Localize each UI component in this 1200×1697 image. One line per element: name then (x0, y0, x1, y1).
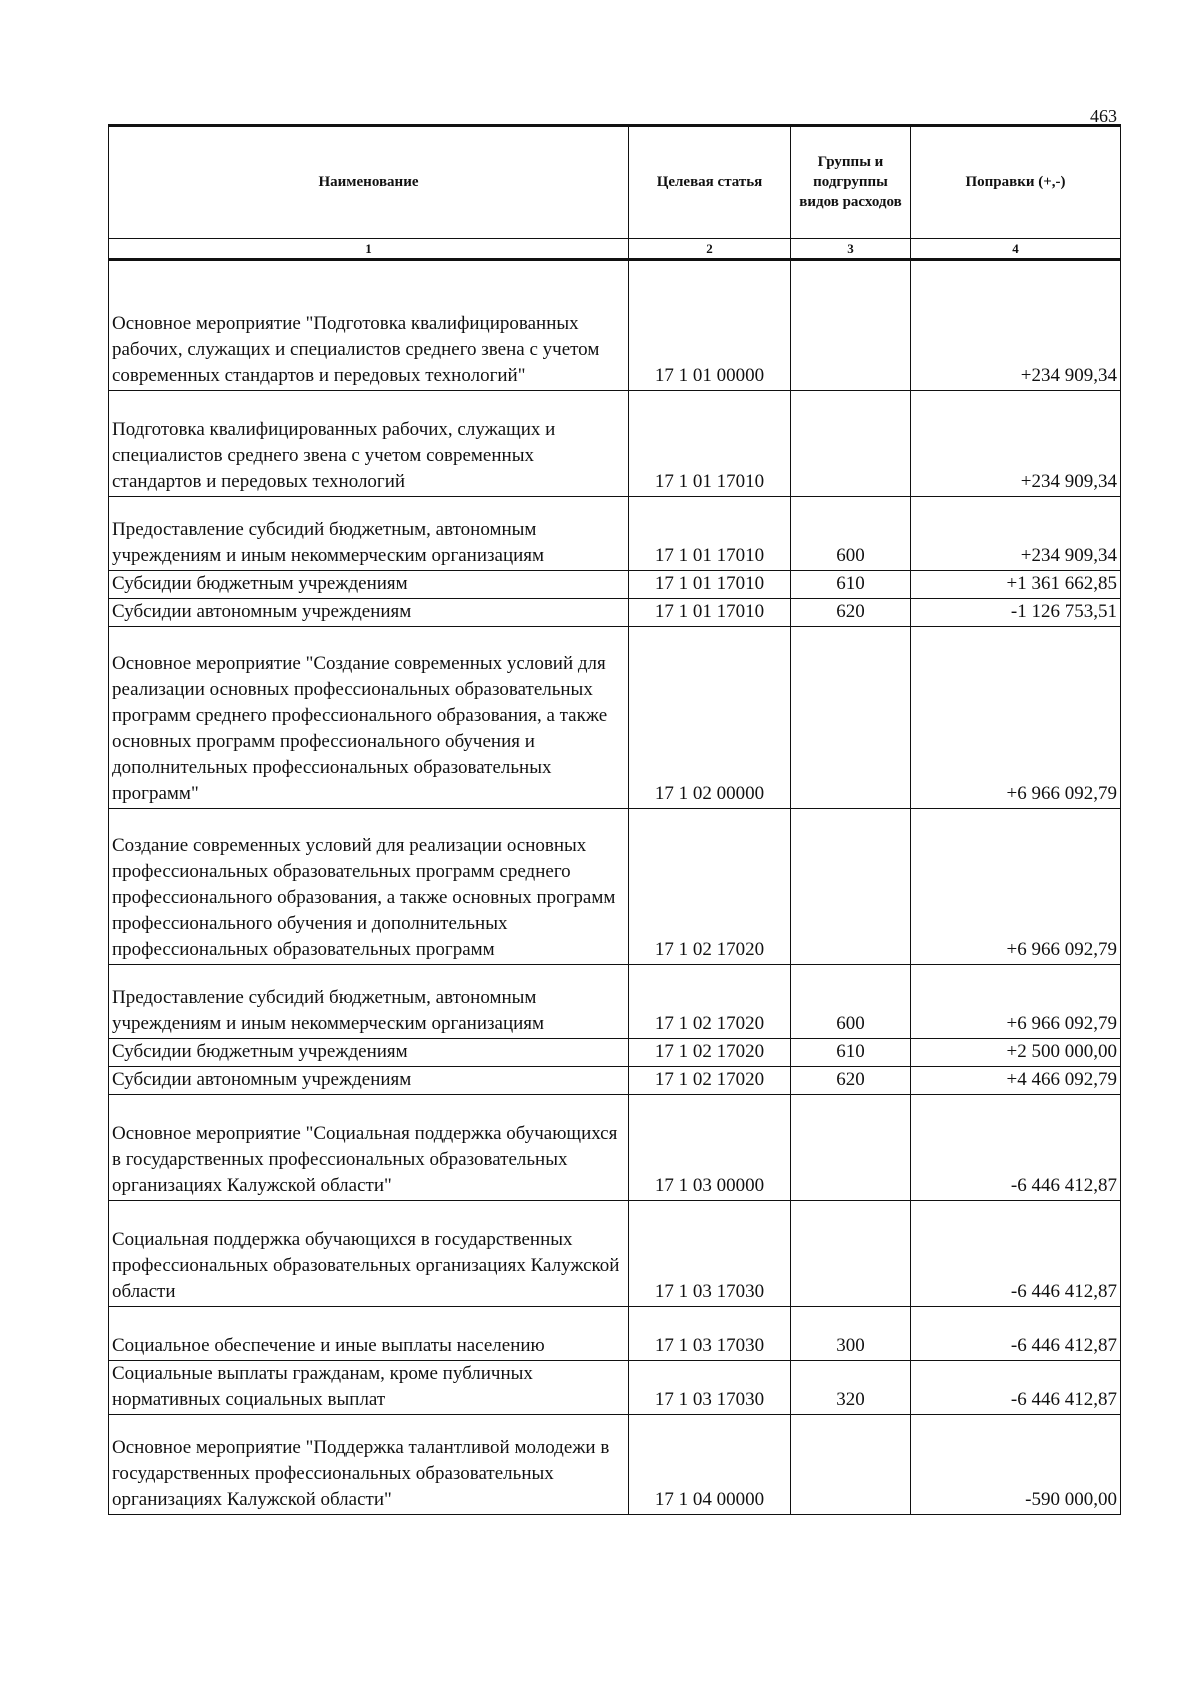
table-row (109, 260, 1121, 391)
row-amount: -590 000,00 (911, 1415, 1121, 1515)
row-group (791, 1201, 911, 1307)
row-group: 600 (791, 497, 911, 571)
page-number: 463 (1090, 106, 1117, 126)
row-code: 17 1 01 17010 (629, 599, 791, 627)
row-code: 17 1 01 17010 (629, 497, 791, 571)
row-amount: -1 126 753,51 (911, 599, 1121, 627)
row-code: 17 1 03 00000 (629, 1095, 791, 1201)
row-code: 17 1 02 17020 (629, 809, 791, 965)
row-name: Субсидии автономным учреждениям (109, 1067, 629, 1095)
row-name: Социальная поддержка обучающихся в государственных профессиональных образовательных организациях Калужской области (109, 1201, 629, 1307)
row-code: 17 1 03 17030 (629, 1361, 791, 1415)
row-amount: +1 361 662,85 (911, 571, 1121, 599)
row-name: Основное мероприятие "Подготовка квалифицированных рабочих, служащих и специалистов среднего звена с учетом современных стандартов и передовых технологий" (109, 260, 629, 391)
row-group (791, 391, 911, 497)
row-group: 320 (791, 1361, 911, 1415)
row-amount: -6 446 412,87 (911, 1201, 1121, 1307)
row-group: 600 (791, 965, 911, 1039)
table-row (109, 1307, 1121, 1361)
table-row (109, 1067, 1121, 1095)
row-code: 17 1 04 00000 (629, 1415, 791, 1515)
row-group (791, 1095, 911, 1201)
column-number: 2 (629, 239, 791, 260)
row-name: Субсидии автономным учреждениям (109, 599, 629, 627)
header-expense-groups: Группы и подгруппы видов расходов (791, 126, 911, 239)
row-name: Предоставление субсидий бюджетным, автономным учреждениям и иным некоммерческим организациям (109, 497, 629, 571)
row-group (791, 809, 911, 965)
row-group (791, 627, 911, 809)
row-name: Создание современных условий для реализации основных профессиональных образовательных программ среднего профессионального образования, а также основных программ профессионального обучения и дополнительных профессиональных образовательных программ (109, 809, 629, 965)
row-amount: -6 446 412,87 (911, 1095, 1121, 1201)
column-number-row (109, 239, 1121, 260)
column-number: 1 (109, 239, 629, 260)
row-code: 17 1 02 17020 (629, 965, 791, 1039)
row-name: Основное мероприятие "Социальная поддержка обучающихся в государственных профессиональных образовательных организациях Калужской области" (109, 1095, 629, 1201)
row-name: Основное мероприятие "Создание современных условий для реализации основных профессиональных образовательных программ среднего профессионального образования, а также основных программ профессионального обучения и дополнительных профессиональных образовательных программ" (109, 627, 629, 809)
row-code: 17 1 02 17020 (629, 1067, 791, 1095)
column-number: 4 (911, 239, 1121, 260)
row-name: Социальное обеспечение и иные выплаты населению (109, 1307, 629, 1361)
table-row (109, 1415, 1121, 1515)
row-group: 610 (791, 571, 911, 599)
header-amendments: Поправки (+,-) (911, 126, 1121, 239)
row-name: Социальные выплаты гражданам, кроме публичных нормативных социальных выплат (109, 1361, 629, 1415)
row-group: 620 (791, 1067, 911, 1095)
row-amount: +234 909,34 (911, 260, 1121, 391)
table-row (109, 1201, 1121, 1307)
table-row (109, 497, 1121, 571)
header-target-article: Целевая статья (629, 126, 791, 239)
table-row (109, 627, 1121, 809)
column-number: 3 (791, 239, 911, 260)
row-group: 300 (791, 1307, 911, 1361)
table-row (109, 391, 1121, 497)
table-row (109, 1039, 1121, 1067)
row-amount: +234 909,34 (911, 391, 1121, 497)
table-row (109, 809, 1121, 965)
row-amount: +6 966 092,79 (911, 809, 1121, 965)
row-amount: -6 446 412,87 (911, 1361, 1121, 1415)
row-amount: +6 966 092,79 (911, 965, 1121, 1039)
row-amount: +2 500 000,00 (911, 1039, 1121, 1067)
row-group (791, 1415, 911, 1515)
row-code: 17 1 02 17020 (629, 1039, 791, 1067)
row-code: 17 1 02 00000 (629, 627, 791, 809)
row-code: 17 1 03 17030 (629, 1307, 791, 1361)
row-code: 17 1 03 17030 (629, 1201, 791, 1307)
row-amount: +6 966 092,79 (911, 627, 1121, 809)
row-name: Подготовка квалифицированных рабочих, служащих и специалистов среднего звена с учетом современных стандартов и передовых технологий (109, 391, 629, 497)
row-name: Предоставление субсидий бюджетным, автономным учреждениям и иным некоммерческим организациям (109, 965, 629, 1039)
header-name: Наименование (109, 126, 629, 239)
table-row (109, 1361, 1121, 1415)
row-amount: +4 466 092,79 (911, 1067, 1121, 1095)
budget-amendments-table (108, 124, 1121, 1515)
row-group: 620 (791, 599, 911, 627)
table-row (109, 1095, 1121, 1201)
table-row (109, 599, 1121, 627)
row-amount: -6 446 412,87 (911, 1307, 1121, 1361)
table-header-row (109, 126, 1121, 239)
row-code: 17 1 01 00000 (629, 260, 791, 391)
row-amount: +234 909,34 (911, 497, 1121, 571)
row-name: Основное мероприятие "Поддержка талантливой молодежи в государственных профессиональных образовательных организациях Калужской области" (109, 1415, 629, 1515)
table-row (109, 571, 1121, 599)
row-group: 610 (791, 1039, 911, 1067)
row-group (791, 260, 911, 391)
row-code: 17 1 01 17010 (629, 571, 791, 599)
row-name: Субсидии бюджетным учреждениям (109, 571, 629, 599)
row-name: Субсидии бюджетным учреждениям (109, 1039, 629, 1067)
row-code: 17 1 01 17010 (629, 391, 791, 497)
table-row (109, 965, 1121, 1039)
